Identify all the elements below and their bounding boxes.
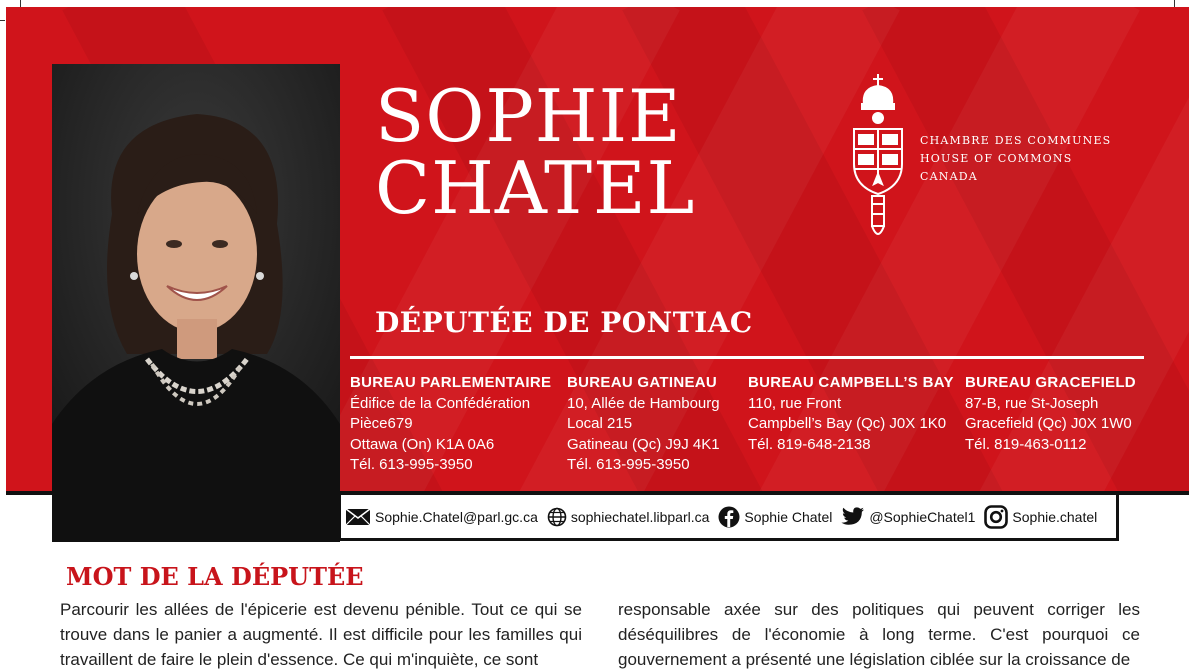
crop-mark-left-h [0,20,5,21]
crop-mark-right [1174,0,1175,7]
globe-icon [547,507,567,527]
envelope-icon [345,508,371,526]
riding-title: DÉPUTÉE DE PONTIAC [375,306,753,339]
crop-mark-left [20,0,21,7]
first-name: SOPHIE [375,74,682,158]
office-parlementaire: BUREAU PARLEMENTAIRE Édifice de la Confédération Pièce679 Ottawa (On) K1A 0A6 Tél. 613-995-3950 [350,374,552,473]
contact-website[interactable]: sophiechatel.libparl.ca [547,507,710,527]
mp-portrait [52,64,340,542]
message-column-2: responsable axée sur des politiques qui peuvent corriger les déséquilibres de l'économie à long terme. C'est pourquoi ce gouvernement a présenté une législation ciblée sur la croissance de [618,600,1140,669]
message-column-1: Parcourir les allées de l'épicerie est devenu pénible. Tout ce qui se trouve dans le panier a augmenté. Il est difficile pour les familles qui travaillent de faire le plein d'essence. Ce qui m'inquiète, ce sont [60,600,582,669]
message-heading: MOT DE LA DÉPUTÉE [66,562,364,591]
divider [350,356,1144,359]
contact-facebook[interactable]: Sophie Chatel [718,506,832,528]
office-gracefield: BUREAU GRACEFIELD 87-B, rue St-Joseph Gracefield (Qc) J0X 1W0 Tél. 819-463-0112 [965,374,1136,453]
house-of-commons-crest-icon [848,74,908,250]
contact-bar [338,495,1119,541]
office-gatineau: BUREAU GATINEAU 10, Allée de Hambourg Local 215 Gatineau (Qc) J9J 4K1 Tél. 613-995-3950 [567,374,720,473]
contact-instagram[interactable]: Sophie.chatel [984,505,1097,529]
facebook-icon [718,506,740,528]
mp-name [375,74,696,230]
office-campbells-bay: BUREAU CAMPBELL’S BAY 110, rue Front Campbell’s Bay (Qc) J0X 1K0 Tél. 819-648-2138 [748,374,954,453]
last-name: CHATEL [375,146,696,230]
instagram-icon [984,505,1008,529]
contact-email[interactable]: Sophie.Chatel@parl.gc.ca [345,508,538,526]
twitter-icon [841,507,865,527]
house-of-commons-label: CHAMBRE DES COMMUNES HOUSE OF COMMONS CANADA [920,134,1112,183]
contact-twitter[interactable]: @SophieChatel1 [841,507,975,527]
